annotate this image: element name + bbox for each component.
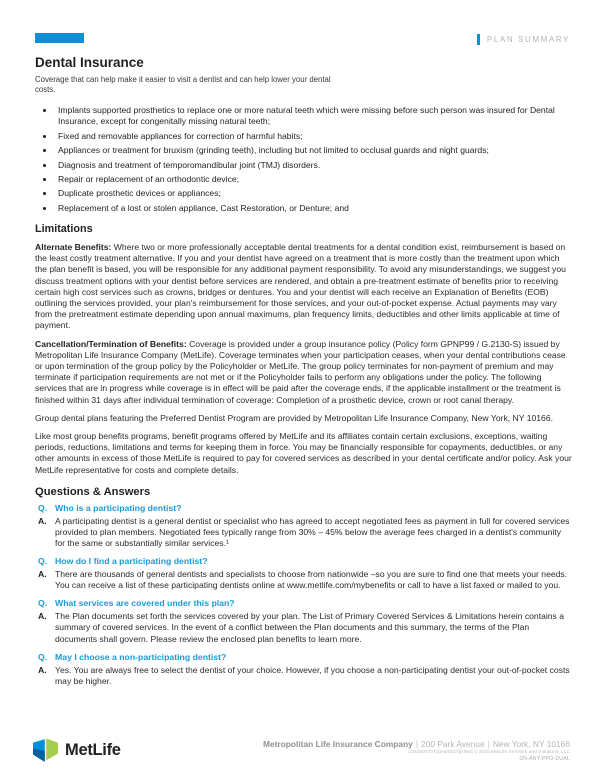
paragraph-lead: Alternate Benefits: (35, 241, 112, 252)
list-item: • Implants supported prosthetics to replace one or more natural teeth which were missing before such person was insured for Dental Insurance, except for congenitally missing natural teeth; (55, 105, 572, 127)
footer-legal-line: L0325047071[exp0327][xNM] © 2025 MetLife Services and Solutions, LLC (408, 750, 570, 755)
question-text: May I choose a non-participating dentist? (55, 651, 227, 662)
brand-accent-bar (35, 33, 84, 43)
page-footer (33, 736, 570, 765)
question-text: What services are covered under this plan? (55, 598, 235, 609)
list-item: • Diagnosis and treatment of temporomandibular joint (TMJ) disorders. (55, 160, 572, 171)
question-marker: Q. (38, 556, 48, 567)
list-item: • Duplicate prosthetic devices or appliances; (55, 188, 572, 199)
qa-item (38, 652, 572, 687)
paragraph-body: Coverage is provided under a group insurance policy (Policy form GPNP99 / G.2130-S) issued by Metropolitan Life Insurance Company (MetLife). Coverage terminates when your participation ceases, when your dental contributions cease or upon termination of the group policy by the Policyholder or MetLife. The group policy terminates for non-payment of premium and may terminate if participation requirements are not met or if the Policyholder fails to perform any obligations under the policy. The following services that are in progress while coverage is in effect will be paid after the coverage ends, if the applicable installment or the treatment is finished within 31 days after individual termination of coverage: Completion of a prosthetic device, crown or root canal therapy. (35, 338, 566, 405)
plan-summary-label: PLAN SUMMARY (486, 35, 570, 44)
qa-item (38, 503, 572, 549)
question-text: How do I find a participating dentist? (55, 556, 208, 567)
question-row (38, 556, 572, 567)
question-text: Who is a participating dentist? (55, 502, 182, 513)
footer-address: 200 Park Avenue (421, 739, 485, 749)
answer-row (38, 569, 572, 591)
paragraph-group-plans (35, 413, 572, 424)
metlife-logo (33, 736, 121, 765)
exclusions-list (35, 105, 572, 214)
limitations-heading: Limitations (35, 222, 93, 235)
answer-text: Yes. You are always free to select the dentist of your choice. However, if you choose a non-participating dentist your out-of-pocket costs may be higher. (55, 664, 570, 686)
answer-row (38, 516, 572, 550)
page-subtitle: Coverage that can help make it easier to visit a dentist and can help lower your dental costs. (35, 75, 331, 94)
answer-text: The Plan documents set forth the services covered by your plan. The List of Primary Covered Services & Limitations herein contains a summary of covered services. In the event of a conflict between the Plan documents and this summary, the terms of the Plan documents shall govern. Please review the enclosed plan benefits to learn more. (55, 611, 565, 644)
qa-item (38, 598, 572, 644)
list-item: • Replacement of a lost or stolen appliance, Cast Restoration, or Denture; and (55, 203, 572, 214)
paragraph-body: Like most group benefits programs, benefit programs offered by MetLife and its affiliates contain certain exclusions, exceptions, waiting periods, reductions, limitations and terms for keeping them in force. You may be financially responsible for copayments, deductibles, or any other amounts in excess of those MetLife is required to pay for covered services as described in your dental certificate and/or policy. Ask your MetLife representative for costs and complete details. (35, 430, 572, 475)
answer-marker: A. (38, 569, 47, 579)
page-title: Dental Insurance (35, 55, 144, 70)
footer-company-name: Metropolitan Life Insurance Company (263, 739, 413, 749)
footer-form-code: DN-ANY-PPO-DUAL (519, 756, 570, 762)
plan-summary-tag (477, 34, 570, 45)
answer-row (38, 611, 572, 645)
questions-answers-heading: Questions & Answers (35, 485, 151, 498)
metlife-wordmark: MetLife (65, 741, 121, 759)
question-marker: Q. (38, 651, 48, 662)
plan-summary-bar-icon (477, 34, 480, 45)
paragraph-disclaimer (35, 431, 572, 476)
answer-marker: A. (38, 664, 47, 675)
question-row (38, 598, 572, 609)
paragraph-body: Where two or more professionally acceptable dental treatments for a dental condition exist, reimbursement is based on the least costly treatment alternative. If you and your dentist have agreed on a treatment that is more costly than the treatment upon which the plan benefit is based, you will be responsible for any additional payment responsibility. To avoid any misunderstandings, we suggest you discuss treatment options with your dentist before services are rendered, and obtain a pre-treatment estimate of benefits prior to receiving certain high cost services such as crowns, bridges or dentures. You and your dentist will each receive an Explanation of Benefits (EOB) outlining the services provided, your plan's reimbursement for those services, and your out-of-pocket expense. Actual payments may vary from the pretreatment estimate depending upon annual maximums, plan frequency limits, deductibles and other limits applicable at time of payment. (35, 241, 566, 331)
question-marker: Q. (38, 502, 48, 513)
answer-row (38, 665, 572, 687)
paragraph-cancellation (35, 339, 572, 406)
answer-marker: A. (38, 515, 47, 526)
metlife-m-icon (33, 736, 58, 765)
question-row (38, 503, 572, 514)
answer-text: There are thousands of general dentists and specialists to choose from nationwide –so you are sure to find one that meets your needs. You can receive a list of these participating dentists online at www.metlife.com/mybenefits or call to have a list faxed or mailed to you. (55, 569, 568, 591)
answer-marker: A. (38, 611, 47, 622)
answer-text: A participating dentist is a general dentist or specialist who has agreed to accept negotiated fees as payment in full for covered services provided to plan members. Negotiated fees typically range from 30% – 45% below the average fees charged in a dentist's community for the same or substantially similar services.¹ (55, 515, 570, 548)
paragraph-lead: Cancellation/Termination of Benefits: (35, 338, 187, 349)
qa-item (38, 556, 572, 591)
paragraph-alternate-benefits (35, 242, 572, 332)
footer-separator: | (415, 739, 419, 749)
question-marker: Q. (38, 598, 48, 609)
paragraph-body: Group dental plans featuring the Preferred Dentist Program are provided by Metropolitan Life Insurance Company, New York, NY 10166. (35, 412, 553, 423)
list-item: • Fixed and removable appliances for correction of harmful habits; (55, 131, 572, 142)
qa-list (38, 503, 572, 687)
list-item: • Repair or replacement of an orthodontic device; (55, 174, 572, 185)
list-item: • Appliances or treatment for bruxism (grinding teeth), including but not limited to occlusal guards and night guards; (55, 145, 572, 156)
footer-company-line (263, 739, 570, 749)
question-row (38, 652, 572, 663)
footer-separator: | (487, 739, 490, 749)
footer-city: New York, NY 10166 (492, 739, 570, 749)
footer-text (263, 736, 570, 762)
